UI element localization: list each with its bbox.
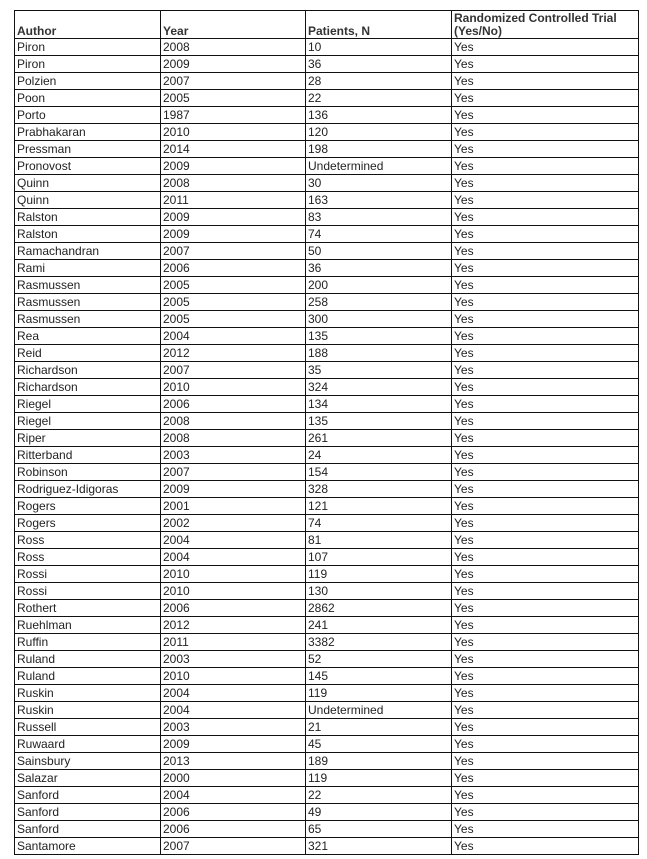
table-row bbox=[15, 736, 639, 753]
author-cell: Rossi bbox=[15, 583, 161, 600]
author-cell: Quinn bbox=[15, 175, 161, 192]
rct-cell: Yes bbox=[452, 600, 639, 617]
year-cell: 2010 bbox=[161, 566, 306, 583]
year-cell: 2013 bbox=[161, 753, 306, 770]
year-cell: 2007 bbox=[161, 838, 306, 855]
patients-cell: 198 bbox=[306, 141, 452, 158]
year-cell: 2001 bbox=[161, 498, 306, 515]
year-cell: 2000 bbox=[161, 770, 306, 787]
year-cell: 2007 bbox=[161, 73, 306, 90]
patients-cell: Undetermined bbox=[306, 158, 452, 175]
year-cell: 2008 bbox=[161, 413, 306, 430]
rct-cell: Yes bbox=[452, 158, 639, 175]
author-cell: Ruland bbox=[15, 651, 161, 668]
table-row bbox=[15, 753, 639, 770]
table-row bbox=[15, 226, 639, 243]
table-row bbox=[15, 447, 639, 464]
table-row bbox=[15, 107, 639, 124]
author-cell: Porto bbox=[15, 107, 161, 124]
year-cell: 2005 bbox=[161, 277, 306, 294]
patients-cell: 241 bbox=[306, 617, 452, 634]
table-row bbox=[15, 396, 639, 413]
patients-cell: 45 bbox=[306, 736, 452, 753]
year-cell: 2004 bbox=[161, 328, 306, 345]
header-patients: Patients, N bbox=[306, 11, 452, 39]
author-cell: Ralston bbox=[15, 226, 161, 243]
table-row bbox=[15, 158, 639, 175]
patients-cell: 261 bbox=[306, 430, 452, 447]
table-row bbox=[15, 804, 639, 821]
rct-cell: Yes bbox=[452, 73, 639, 90]
year-cell: 2010 bbox=[161, 379, 306, 396]
author-cell: Salazar bbox=[15, 770, 161, 787]
author-cell: Ruehlman bbox=[15, 617, 161, 634]
rct-cell: Yes bbox=[452, 821, 639, 838]
year-cell: 2009 bbox=[161, 736, 306, 753]
year-cell: 2004 bbox=[161, 702, 306, 719]
table-row bbox=[15, 430, 639, 447]
author-cell: Ritterband bbox=[15, 447, 161, 464]
year-cell: 2009 bbox=[161, 56, 306, 73]
table-row bbox=[15, 583, 639, 600]
rct-cell: Yes bbox=[452, 787, 639, 804]
author-cell: Rasmussen bbox=[15, 294, 161, 311]
table-body bbox=[15, 39, 639, 855]
rct-cell: Yes bbox=[452, 107, 639, 124]
year-cell: 1987 bbox=[161, 107, 306, 124]
author-cell: Rogers bbox=[15, 515, 161, 532]
author-cell: Rea bbox=[15, 328, 161, 345]
patients-cell: 300 bbox=[306, 311, 452, 328]
table-row bbox=[15, 294, 639, 311]
header-rct: Randomized Controlled Trial (Yes/No) bbox=[452, 11, 639, 39]
rct-cell: Yes bbox=[452, 294, 639, 311]
table-row bbox=[15, 549, 639, 566]
patients-cell: 321 bbox=[306, 838, 452, 855]
patients-cell: 10 bbox=[306, 39, 452, 56]
year-cell: 2006 bbox=[161, 260, 306, 277]
author-cell: Sanford bbox=[15, 787, 161, 804]
year-cell: 2008 bbox=[161, 430, 306, 447]
patients-cell: 328 bbox=[306, 481, 452, 498]
year-cell: 2007 bbox=[161, 362, 306, 379]
year-cell: 2003 bbox=[161, 719, 306, 736]
rct-cell: Yes bbox=[452, 566, 639, 583]
year-cell: 2012 bbox=[161, 617, 306, 634]
table-row bbox=[15, 498, 639, 515]
table-row bbox=[15, 770, 639, 787]
table-row bbox=[15, 345, 639, 362]
year-cell: 2010 bbox=[161, 668, 306, 685]
year-cell: 2010 bbox=[161, 583, 306, 600]
author-cell: Richardson bbox=[15, 362, 161, 379]
rct-cell: Yes bbox=[452, 753, 639, 770]
year-cell: 2009 bbox=[161, 226, 306, 243]
rct-cell: Yes bbox=[452, 277, 639, 294]
patients-cell: 163 bbox=[306, 192, 452, 209]
rct-cell: Yes bbox=[452, 532, 639, 549]
rct-cell: Yes bbox=[452, 345, 639, 362]
table-row bbox=[15, 277, 639, 294]
author-cell: Rossi bbox=[15, 566, 161, 583]
table-row bbox=[15, 838, 639, 855]
patients-cell: 52 bbox=[306, 651, 452, 668]
author-cell: Piron bbox=[15, 39, 161, 56]
table-row bbox=[15, 617, 639, 634]
rct-cell: Yes bbox=[452, 634, 639, 651]
table-row bbox=[15, 192, 639, 209]
rct-cell: Yes bbox=[452, 328, 639, 345]
table-row bbox=[15, 719, 639, 736]
author-cell: Pressman bbox=[15, 141, 161, 158]
patients-cell: 135 bbox=[306, 413, 452, 430]
table-row bbox=[15, 600, 639, 617]
table-row bbox=[15, 311, 639, 328]
patients-cell: 200 bbox=[306, 277, 452, 294]
rct-cell: Yes bbox=[452, 124, 639, 141]
author-cell: Polzien bbox=[15, 73, 161, 90]
author-cell: Rasmussen bbox=[15, 277, 161, 294]
table-row bbox=[15, 90, 639, 107]
year-cell: 2006 bbox=[161, 821, 306, 838]
author-cell: Riegel bbox=[15, 413, 161, 430]
author-cell: Rami bbox=[15, 260, 161, 277]
rct-cell: Yes bbox=[452, 838, 639, 855]
table-row bbox=[15, 413, 639, 430]
header-year: Year bbox=[161, 11, 306, 39]
table-row bbox=[15, 379, 639, 396]
patients-cell: 3382 bbox=[306, 634, 452, 651]
author-cell: Ramachandran bbox=[15, 243, 161, 260]
author-cell: Poon bbox=[15, 90, 161, 107]
rct-cell: Yes bbox=[452, 175, 639, 192]
rct-cell: Yes bbox=[452, 209, 639, 226]
table-row bbox=[15, 209, 639, 226]
rct-cell: Yes bbox=[452, 362, 639, 379]
author-cell: Quinn bbox=[15, 192, 161, 209]
year-cell: 2005 bbox=[161, 90, 306, 107]
table-row bbox=[15, 515, 639, 532]
year-cell: 2003 bbox=[161, 651, 306, 668]
year-cell: 2004 bbox=[161, 787, 306, 804]
rct-cell: Yes bbox=[452, 736, 639, 753]
rct-cell: Yes bbox=[452, 464, 639, 481]
author-cell: Richardson bbox=[15, 379, 161, 396]
year-cell: 2009 bbox=[161, 481, 306, 498]
rct-cell: Yes bbox=[452, 515, 639, 532]
patients-cell: 22 bbox=[306, 90, 452, 107]
table-row bbox=[15, 56, 639, 73]
author-cell: Piron bbox=[15, 56, 161, 73]
table-row bbox=[15, 39, 639, 56]
rct-cell: Yes bbox=[452, 430, 639, 447]
patients-cell: 28 bbox=[306, 73, 452, 90]
year-cell: 2003 bbox=[161, 447, 306, 464]
rct-cell: Yes bbox=[452, 804, 639, 821]
patients-cell: 119 bbox=[306, 685, 452, 702]
studies-table bbox=[14, 10, 639, 855]
rct-cell: Yes bbox=[452, 243, 639, 260]
author-cell: Santamore bbox=[15, 838, 161, 855]
year-cell: 2008 bbox=[161, 175, 306, 192]
author-cell: Rasmussen bbox=[15, 311, 161, 328]
patients-cell: 107 bbox=[306, 549, 452, 566]
author-cell: Ralston bbox=[15, 209, 161, 226]
patients-cell: 154 bbox=[306, 464, 452, 481]
table-row bbox=[15, 668, 639, 685]
table-row bbox=[15, 362, 639, 379]
author-cell: Ruwaard bbox=[15, 736, 161, 753]
year-cell: 2011 bbox=[161, 634, 306, 651]
table-row bbox=[15, 464, 639, 481]
patients-cell: 50 bbox=[306, 243, 452, 260]
patients-cell: 130 bbox=[306, 583, 452, 600]
author-cell: Ruffin bbox=[15, 634, 161, 651]
rct-cell: Yes bbox=[452, 141, 639, 158]
table-row bbox=[15, 566, 639, 583]
table-row bbox=[15, 141, 639, 158]
patients-cell: 258 bbox=[306, 294, 452, 311]
patients-cell: 83 bbox=[306, 209, 452, 226]
patients-cell: 30 bbox=[306, 175, 452, 192]
rct-cell: Yes bbox=[452, 260, 639, 277]
patients-cell: 189 bbox=[306, 753, 452, 770]
rct-cell: Yes bbox=[452, 617, 639, 634]
rct-cell: Yes bbox=[452, 719, 639, 736]
year-cell: 2009 bbox=[161, 158, 306, 175]
year-cell: 2007 bbox=[161, 464, 306, 481]
author-cell: Ruskin bbox=[15, 702, 161, 719]
author-cell: Rothert bbox=[15, 600, 161, 617]
patients-cell: 65 bbox=[306, 821, 452, 838]
patients-cell: 74 bbox=[306, 515, 452, 532]
author-cell: Sanford bbox=[15, 804, 161, 821]
rct-cell: Yes bbox=[452, 549, 639, 566]
year-cell: 2009 bbox=[161, 209, 306, 226]
year-cell: 2006 bbox=[161, 396, 306, 413]
author-cell: Ross bbox=[15, 532, 161, 549]
patients-cell: 119 bbox=[306, 566, 452, 583]
header-author: Author bbox=[15, 11, 161, 39]
author-cell: Ross bbox=[15, 549, 161, 566]
author-cell: Robinson bbox=[15, 464, 161, 481]
author-cell: Rogers bbox=[15, 498, 161, 515]
rct-cell: Yes bbox=[452, 413, 639, 430]
table-row bbox=[15, 702, 639, 719]
year-cell: 2005 bbox=[161, 294, 306, 311]
rct-cell: Yes bbox=[452, 481, 639, 498]
patients-cell: 24 bbox=[306, 447, 452, 464]
author-cell: Sanford bbox=[15, 821, 161, 838]
header-row bbox=[15, 11, 639, 39]
patients-cell: 121 bbox=[306, 498, 452, 515]
year-cell: 2008 bbox=[161, 39, 306, 56]
patients-cell: 49 bbox=[306, 804, 452, 821]
year-cell: 2006 bbox=[161, 804, 306, 821]
patients-cell: 136 bbox=[306, 107, 452, 124]
rct-cell: Yes bbox=[452, 583, 639, 600]
author-cell: Riegel bbox=[15, 396, 161, 413]
year-cell: 2004 bbox=[161, 685, 306, 702]
rct-cell: Yes bbox=[452, 56, 639, 73]
rct-cell: Yes bbox=[452, 192, 639, 209]
rct-cell: Yes bbox=[452, 668, 639, 685]
year-cell: 2007 bbox=[161, 243, 306, 260]
rct-cell: Yes bbox=[452, 685, 639, 702]
author-cell: Pronovost bbox=[15, 158, 161, 175]
year-cell: 2004 bbox=[161, 549, 306, 566]
year-cell: 2010 bbox=[161, 124, 306, 141]
table-row bbox=[15, 175, 639, 192]
author-cell: Riper bbox=[15, 430, 161, 447]
patients-cell: 119 bbox=[306, 770, 452, 787]
year-cell: 2005 bbox=[161, 311, 306, 328]
patients-cell: Undetermined bbox=[306, 702, 452, 719]
patients-cell: 22 bbox=[306, 787, 452, 804]
patients-cell: 81 bbox=[306, 532, 452, 549]
rct-cell: Yes bbox=[452, 396, 639, 413]
rct-cell: Yes bbox=[452, 90, 639, 107]
table-row bbox=[15, 685, 639, 702]
year-cell: 2012 bbox=[161, 345, 306, 362]
table-row bbox=[15, 260, 639, 277]
table-row bbox=[15, 73, 639, 90]
patients-cell: 74 bbox=[306, 226, 452, 243]
patients-cell: 188 bbox=[306, 345, 452, 362]
author-cell: Prabhakaran bbox=[15, 124, 161, 141]
patients-cell: 2862 bbox=[306, 600, 452, 617]
rct-cell: Yes bbox=[452, 311, 639, 328]
year-cell: 2011 bbox=[161, 192, 306, 209]
author-cell: Ruskin bbox=[15, 685, 161, 702]
author-cell: Reid bbox=[15, 345, 161, 362]
rct-cell: Yes bbox=[452, 770, 639, 787]
patients-cell: 35 bbox=[306, 362, 452, 379]
patients-cell: 36 bbox=[306, 260, 452, 277]
author-cell: Russell bbox=[15, 719, 161, 736]
rct-cell: Yes bbox=[452, 379, 639, 396]
table-row bbox=[15, 532, 639, 549]
table-row bbox=[15, 328, 639, 345]
rct-cell: Yes bbox=[452, 226, 639, 243]
patients-cell: 324 bbox=[306, 379, 452, 396]
table-row bbox=[15, 243, 639, 260]
year-cell: 2014 bbox=[161, 141, 306, 158]
rct-cell: Yes bbox=[452, 651, 639, 668]
author-cell: Rodriguez-Idigoras bbox=[15, 481, 161, 498]
patients-cell: 21 bbox=[306, 719, 452, 736]
year-cell: 2004 bbox=[161, 532, 306, 549]
author-cell: Sainsbury bbox=[15, 753, 161, 770]
table-row bbox=[15, 821, 639, 838]
rct-cell: Yes bbox=[452, 702, 639, 719]
table-row bbox=[15, 787, 639, 804]
rct-cell: Yes bbox=[452, 39, 639, 56]
patients-cell: 145 bbox=[306, 668, 452, 685]
year-cell: 2002 bbox=[161, 515, 306, 532]
table-row bbox=[15, 124, 639, 141]
author-cell: Ruland bbox=[15, 668, 161, 685]
patients-cell: 135 bbox=[306, 328, 452, 345]
table-row bbox=[15, 651, 639, 668]
table-row bbox=[15, 481, 639, 498]
patients-cell: 134 bbox=[306, 396, 452, 413]
table-row bbox=[15, 634, 639, 651]
patients-cell: 120 bbox=[306, 124, 452, 141]
rct-cell: Yes bbox=[452, 447, 639, 464]
year-cell: 2006 bbox=[161, 600, 306, 617]
rct-cell: Yes bbox=[452, 498, 639, 515]
patients-cell: 36 bbox=[306, 56, 452, 73]
